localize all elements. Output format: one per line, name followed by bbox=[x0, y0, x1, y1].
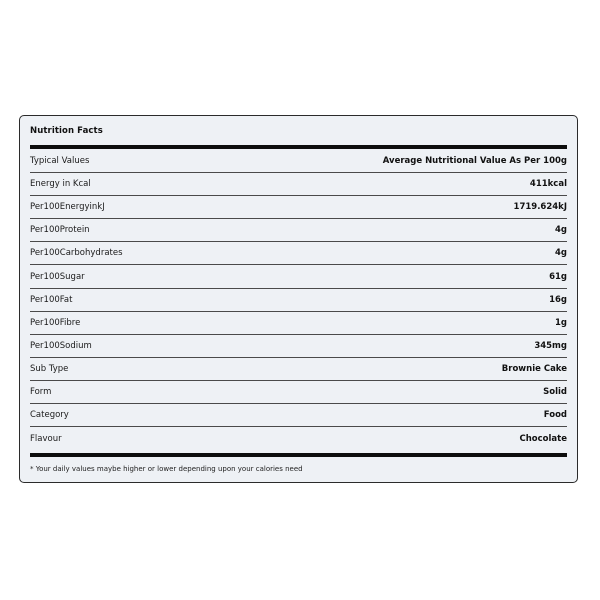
row-value: 4g bbox=[555, 248, 567, 259]
row-label: Per100Fibre bbox=[30, 317, 81, 328]
row-label: Per100Carbohydrates bbox=[30, 248, 123, 259]
row-value: 4g bbox=[555, 225, 567, 236]
row-label: Category bbox=[30, 410, 69, 421]
table-row bbox=[30, 219, 567, 242]
row-label: Per100Sugar bbox=[30, 271, 85, 282]
row-value: Chocolate bbox=[519, 433, 567, 444]
table-row bbox=[30, 404, 567, 427]
row-value: 345mg bbox=[534, 340, 567, 351]
row-value: 1719.624kJ bbox=[513, 202, 567, 213]
nutrition-facts-panel bbox=[19, 115, 578, 483]
row-value: 1g bbox=[555, 317, 567, 328]
row-label: Per100Protein bbox=[30, 225, 90, 236]
row-value: Food bbox=[543, 410, 567, 421]
row-value: 61g bbox=[549, 271, 567, 282]
row-label: Sub Type bbox=[30, 363, 69, 374]
table-row bbox=[30, 289, 567, 312]
table-row bbox=[30, 335, 567, 358]
bottom-divider bbox=[30, 453, 567, 457]
table-row bbox=[30, 427, 567, 450]
row-label: Per100Sodium bbox=[30, 340, 92, 351]
table-row bbox=[30, 242, 567, 265]
header-value: Average Nutritional Value As Per 100g bbox=[382, 156, 567, 167]
row-label: Per100Fat bbox=[30, 294, 73, 305]
row-label: Flavour bbox=[30, 433, 62, 444]
header-label: Typical Values bbox=[30, 156, 90, 167]
table-header-row bbox=[30, 150, 567, 173]
nutrition-rows bbox=[30, 150, 567, 450]
top-divider bbox=[30, 145, 567, 149]
row-label: Energy in Kcal bbox=[30, 179, 91, 190]
footnote: * Your daily values maybe higher or lower depending upon your calories need bbox=[30, 465, 303, 473]
row-value: 16g bbox=[549, 294, 567, 305]
table-row bbox=[30, 265, 567, 288]
row-value: Brownie Cake bbox=[501, 363, 567, 374]
row-label: Form bbox=[30, 386, 52, 397]
table-row bbox=[30, 312, 567, 335]
row-value: 411kcal bbox=[529, 179, 567, 190]
row-label: Per100EnergyinkJ bbox=[30, 202, 105, 213]
table-row bbox=[30, 196, 567, 219]
table-row bbox=[30, 381, 567, 404]
row-value: Solid bbox=[543, 386, 567, 397]
table-row bbox=[30, 358, 567, 381]
table-row bbox=[30, 173, 567, 196]
nutrition-title: Nutrition Facts bbox=[30, 126, 103, 136]
